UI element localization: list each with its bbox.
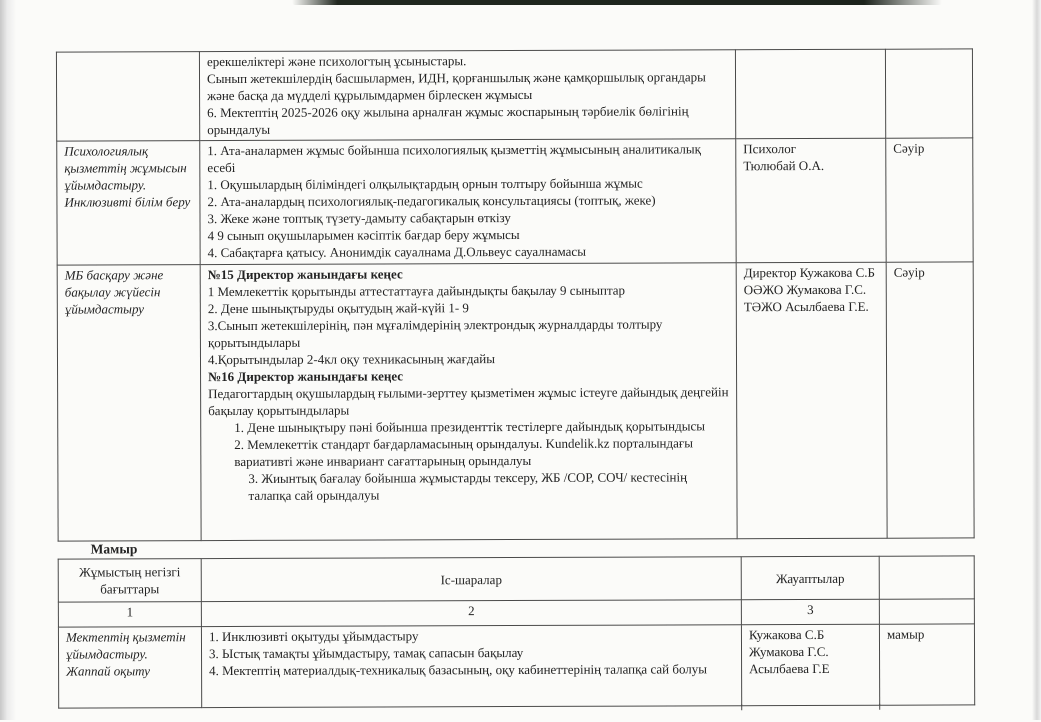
text-line: 6. Мектептің 2025-2026 оқу жылына арналған жұмыс жоспарының тәрбиелік бөлігінің орындалуы — [207, 103, 689, 138]
may-table — [58, 555, 976, 708]
text-line: 3. Жиынтық бағалау бойынша жұмыстарды тексеру, ЖБ /СОР, СОЧ/ кестесінің талапқа сай орындалуы — [248, 469, 688, 503]
term-cell — [885, 49, 972, 138]
text-line: 1. Ата-аналармен жұмыс бойынша психологиялық қызметтің жұмысының аналитикалық есебі — [207, 141, 701, 176]
april-row-continuation — [56, 49, 972, 141]
text-line: 2. Ата-аналардың психологиялық-педагогикалық консультациясы (топтық, жеке) — [207, 192, 656, 210]
text-line: №16 Директор жанындағы кеңес — [208, 368, 404, 385]
text-line: Сынып жетекшілердің басшылармен, ИДН, қорғаншылық және қамқоршылық органдары және басқа да мүдделі құрылымдармен бірлескен жұмысы — [206, 69, 706, 104]
responsible-cell — [741, 624, 879, 705]
text-line: ТӘЖО Асылбаева Г.Е. — [743, 298, 869, 315]
text-line: 4 9 сынып оқушыларымен кәсіптік бағдар беру жұмысы — [207, 227, 520, 244]
text-line: Психолог — [743, 141, 797, 157]
responsible-cell — [736, 262, 887, 539]
text-line: 1. Дене шынықтыру пәні бойынша президенттік тестілерге дайындық қорытындысы — [234, 418, 705, 435]
text-line: ерекшеліктері және психологтың ұсыныстары. — [206, 53, 467, 70]
activities-cell — [199, 50, 735, 141]
text-line: 1. Оқушылардың біліміндегі олқылықтардың орнын толтыру бойынша жұмыс — [207, 175, 643, 193]
text-line: №15 Директор жанындағы кеңес — [207, 266, 403, 283]
next-row-border-stub — [879, 704, 880, 710]
text-line: Асылбаева Г.Е — [749, 660, 830, 677]
month-heading: Мамыр — [90, 541, 138, 557]
column-number: 2 — [201, 600, 741, 627]
direction-cell: Психологиялық қызметтің жұмысын ұйымдастыру. Инклюзивті білім беру — [57, 141, 200, 265]
column-number: 3 — [741, 599, 879, 624]
april-row-management — [57, 262, 974, 541]
april-row-psychology — [57, 138, 973, 265]
may-number-row — [58, 599, 974, 627]
column-number: 1 — [58, 602, 201, 627]
activities-cell — [200, 139, 736, 265]
text-line: 2. Мемлекеттік стандарт бағдарламасының орындалуы. Kundelik.kz порталындағы вариативті және инвариант сағаттарының орындалуы — [234, 435, 693, 469]
direction-cell — [56, 52, 199, 141]
column-number — [879, 599, 974, 624]
text-line: Жумакова Г.С. — [748, 643, 829, 660]
column-header-term — [879, 556, 974, 599]
activities-cell — [200, 263, 737, 541]
column-header-directions: Жұмыстың негізгі бағыттары — [58, 559, 201, 602]
text-line: 3.Сынып жетекшілерінің, пән мұғалімдерінің электрондық журналдарды толтыру қорытындылары — [207, 316, 663, 351]
april-table — [56, 48, 975, 541]
direction-cell: Мектептің қызметін ұйымдастыру. Жаппай оқыту — [58, 627, 201, 708]
text-line: 1. Инклюзивті оқытуды ұйымдастыру — [208, 628, 419, 645]
column-header-activities: Іс-шаралар — [201, 557, 741, 602]
term-cell: Сәуір — [886, 138, 973, 262]
may-header-row — [58, 556, 974, 602]
text-line: 1 Мемлекеттік қорытынды аттестаттауға дайындықты бақылау 9 сыныптар — [207, 282, 626, 300]
next-row-border-stub — [741, 704, 742, 710]
text-line: Директор Кужакова С.Б — [743, 264, 876, 281]
text-line: Кужакова С.Б — [748, 626, 825, 643]
activities-cell — [201, 625, 741, 708]
text-line: 3. Жеке және топтық түзету-дамыту сабақтарын өткізу — [207, 210, 511, 227]
text-line: 4. Мектептің материалдық-техникалық базасының, оқу кабинеттерінің талапқа сай болуы — [209, 661, 708, 679]
term-cell: мамыр — [879, 624, 974, 705]
responsible-cell — [735, 49, 885, 139]
term-cell: Сәуір — [886, 262, 974, 538]
text-line: Педагогтардың оқушылардың ғылыми-зерттеу қызметімен жұмыс істеуге дайындық деңгейін бақылау қорытындылары — [208, 384, 729, 419]
text-line: ОӘЖО Жумакова Г.С. — [743, 281, 867, 298]
responsible-cell — [736, 138, 886, 263]
may-row-school-activity — [58, 624, 974, 708]
column-header-responsible: Жауаптылар — [741, 556, 879, 599]
direction-cell: МБ басқару және бақылау жүйесін ұйымдастыру — [57, 265, 201, 541]
text-line: 2. Дене шынықтыруды оқытудың жай-күйі 1- 9 — [207, 300, 469, 317]
text-line: Тюлюбай О.А. — [743, 157, 825, 174]
text-line: 4. Сабақтарға қатысу. Анонимдік сауалнама Д.Ольвеус сауалнамасы — [207, 243, 586, 261]
text-line: 3. Ыстық тамақты ұйымдастыру, тамақ сапасын бақылау — [208, 644, 524, 662]
text-line: 4.Қорытындылар 2-4кл оқу техникасының жағдайы — [207, 351, 496, 368]
